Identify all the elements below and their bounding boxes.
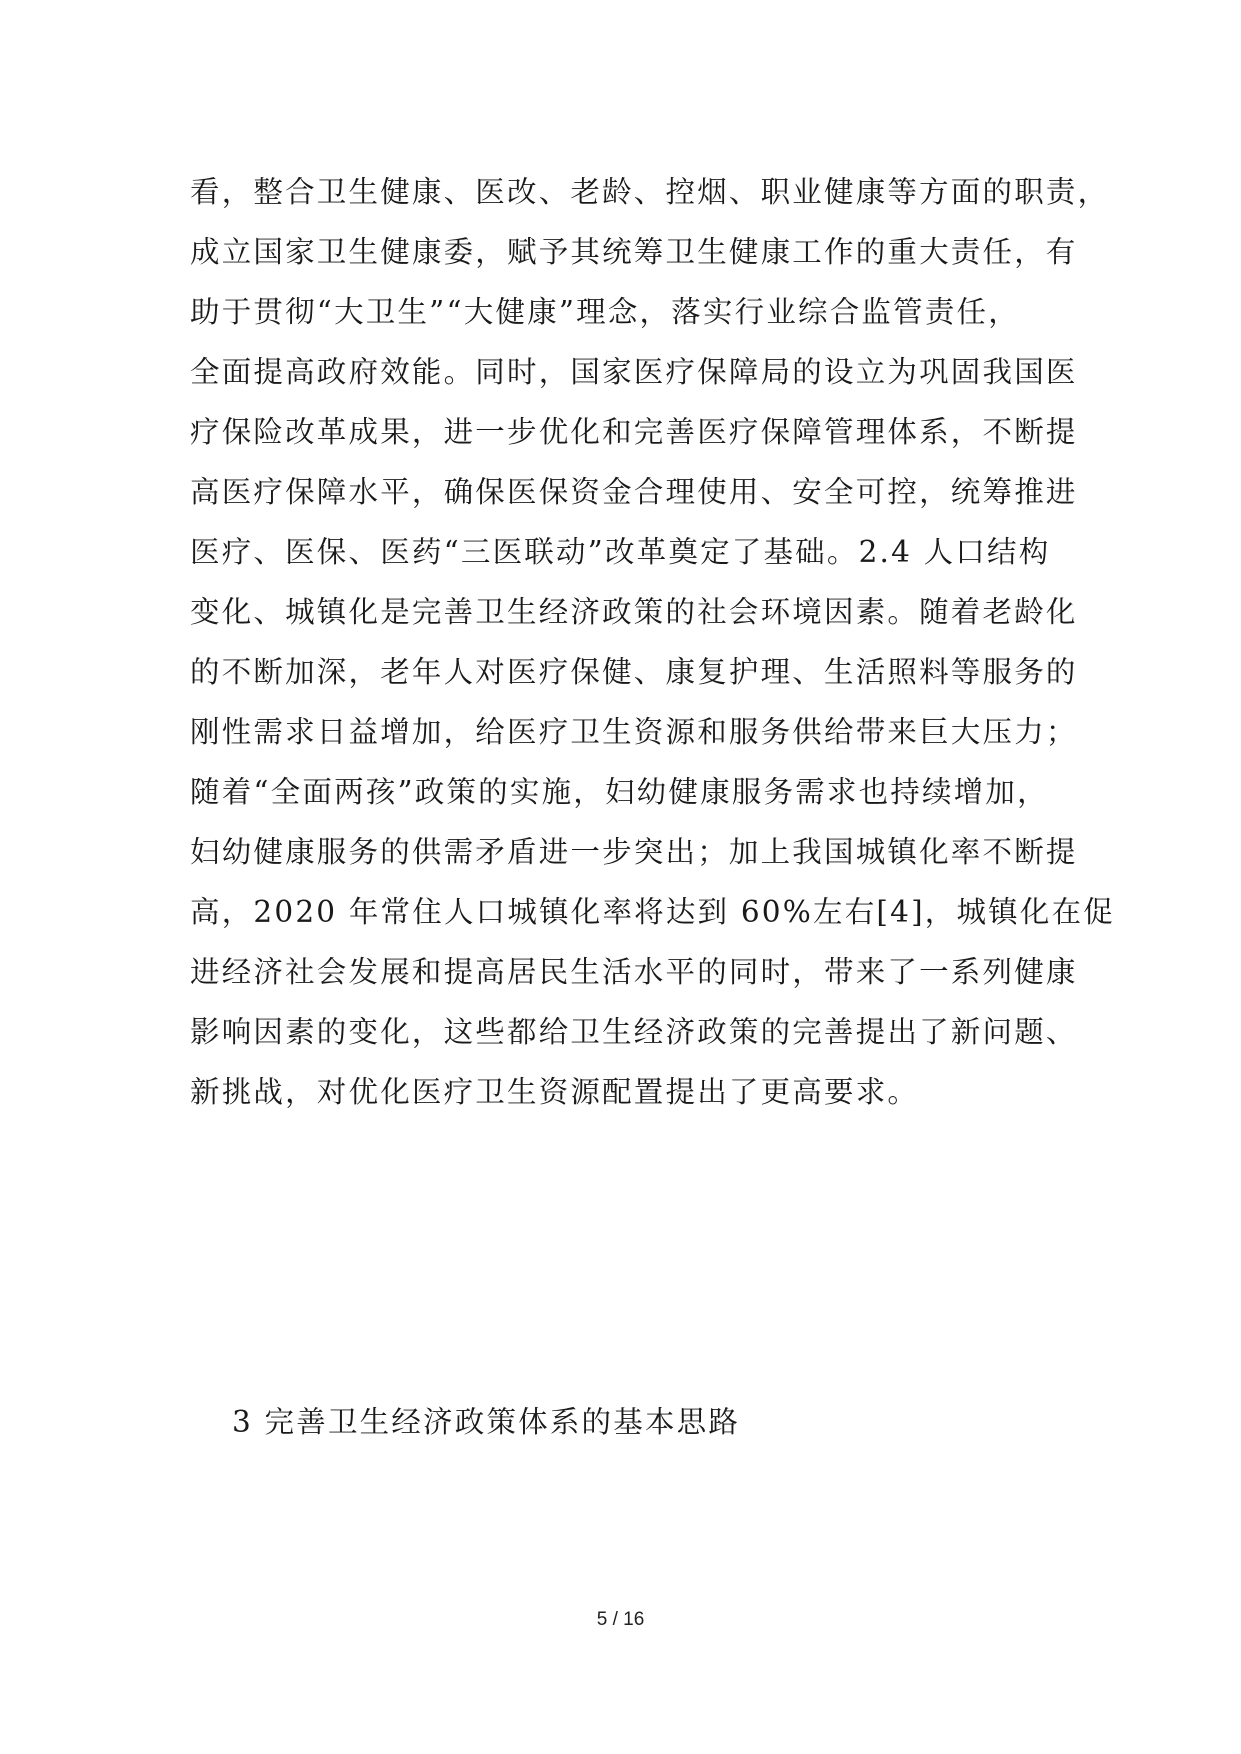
paragraph-line: 影响因素的变化，这些都给卫生经济政策的完善提出了新问题、 xyxy=(190,1015,1078,1049)
paragraph-line: 全面提高政府效能。同时，国家医疗保障局的设立为巩固我国医 xyxy=(190,355,1078,389)
paragraph-line: 随着“全面两孩”政策的实施，妇幼健康服务需求也持续增加， xyxy=(190,775,1049,809)
paragraph-line: 妇幼健康服务的供需矛盾进一步突出；加上我国城镇化率不断提 xyxy=(190,835,1078,869)
paragraph-line: 疗保险改革成果，进一步优化和完善医疗保障管理体系，不断提 xyxy=(190,415,1078,449)
paragraph-line: 成立国家卫生健康委，赋予其统筹卫生健康工作的重大责任，有 xyxy=(190,235,1078,269)
paragraph-line: 看，整合卫生健康、医改、老龄、控烟、职业健康等方面的职责， xyxy=(190,175,1110,209)
paragraph-line: 的不断加深，老年人对医疗保健、康复护理、生活照料等服务的 xyxy=(190,655,1078,689)
page-number: 5 / 16 xyxy=(596,1609,645,1630)
paragraph-line: 助于贯彻“大卫生”“大健康”理念，落实行业综合监管责任， xyxy=(190,295,1020,329)
paragraph-line: 新挑战，对优化医疗卫生资源配置提出了更高要求。 xyxy=(190,1075,920,1109)
paragraph-line: 进经济社会发展和提高居民生活水平的同时，带来了一系列健康 xyxy=(190,955,1078,989)
paragraph-line: 高医疗保障水平，确保医保资金合理使用、安全可控，统筹推进 xyxy=(190,475,1078,509)
body-paragraph xyxy=(190,162,1115,1122)
section-heading: 3 完善卫生经济政策体系的基本思路 xyxy=(232,1405,741,1439)
paragraph-line: 刚性需求日益增加，给医疗卫生资源和服务供给带来巨大压力； xyxy=(190,715,1078,749)
paragraph-line: 变化、城镇化是完善卫生经济政策的社会环境因素。随着老龄化 xyxy=(190,595,1078,629)
paragraph-line: 医疗、医保、医药“三医联动”改革奠定了基础。2.4 人口结构 xyxy=(190,535,1051,569)
paragraph-line: 高，2020 年常住人口城镇化率将达到 60%左右[4]，城镇化在促 xyxy=(190,895,1115,929)
